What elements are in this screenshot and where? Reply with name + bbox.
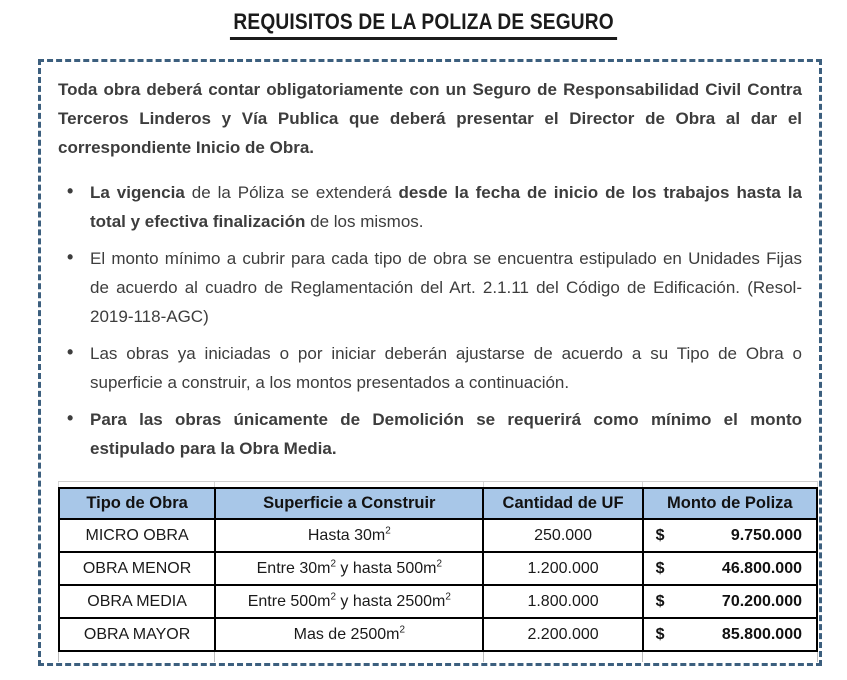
amount-value: 46.800.000 [721,559,802,577]
amount-value: 85.800.000 [721,625,802,643]
amount-value: 9.750.000 [730,526,802,544]
cell-tipo: OBRA MEDIA [59,585,215,618]
currency-symbol: $ [655,625,665,643]
amounts-table-zone [58,481,818,662]
currency-symbol: $ [655,592,665,610]
bullet-text-segment: de los mismos. [305,212,424,231]
amount-value: 70.200.000 [721,592,802,610]
table-header-row [59,488,817,519]
page-title: REQUISITOS DE LA POLIZA DE SEGURO [230,9,617,40]
table-row-obra-mayor [59,618,817,651]
cell-monto [643,585,817,618]
superscript: 2 [436,558,442,570]
intro-paragraph: Toda obra deberá contar obligatoriamente con un Seguro de Responsabilidad Civil Contra Terceros Linderos y Vía Publica que deberá presentar el Director de Obra al dar el correspondiente Inicio de Obra. [58,80,802,157]
bullet-text-segment: desde la fecha de inicio de los trabajos hasta la total y efectiva finalización [90,183,802,231]
cell-tipo: OBRA MENOR [59,552,215,585]
cell-monto [643,552,817,585]
column-header-cantidad-uf: Cantidad de UF [483,488,642,519]
bullet-item-demolicion: • Para las obras únicamente de Demolición se requerirá como mínimo el monto estipulado para la Obra Media. [58,405,802,463]
cell-tipo: OBRA MAYOR [59,618,215,651]
page-header [0,0,847,40]
superscript: 2 [330,558,336,570]
cell-superficie: Entre $500m^2$ y hasta $2500m^2$ [215,585,483,618]
insurance-amounts-table [58,487,818,652]
cell-cantidad-uf: 1.800.000 [483,585,642,618]
superscript: 2 [330,591,336,603]
table-row-obra-media [59,585,817,618]
cell-monto [643,618,817,651]
table-row-micro-obra [59,519,817,552]
clipped-row-below [58,652,818,662]
cell-superficie: Entre $30m^2$ y hasta $500m^2$ [215,552,483,585]
bullet-item-obras-iniciadas: • Las obras ya iniciadas o por iniciar deberán ajustarse de acuerdo a su Tipo de Obra o superficie a construir, a los montos presentados a continuación. [58,339,802,397]
requirements-box [38,59,822,666]
cell-monto [643,519,817,552]
cell-superficie: Mas de $2500m^2$ [215,618,483,651]
cell-superficie: Hasta $30m^2$ [215,519,483,552]
column-header-tipo-de-obra: Tipo de Obra [59,488,215,519]
table-row-obra-menor [59,552,817,585]
column-header-superficie: Superficie a Construir [215,488,483,519]
superscript: 2 [399,624,405,636]
superscript: 2 [385,525,391,537]
bullet-text-segment: de la Póliza se extenderá [184,183,399,202]
cell-cantidad-uf: 2.200.000 [483,618,642,651]
cell-tipo: MICRO OBRA [59,519,215,552]
column-header-monto-poliza: Monto de Poliza [643,488,817,519]
superscript: 2 [445,591,451,603]
bullet-text-segment: La vigencia [90,183,185,202]
bullet-list [58,178,802,471]
currency-symbol: $ [655,526,665,544]
bullet-item-monto-minimo: • El monto mínimo a cubrir para cada tipo de obra se encuentra estipulado en Unidades Fijas de acuerdo al cuadro de Reglamentación del Art. 2.1.11 del Código de Edificación. (Resol-2019-118-AGC) [58,244,802,331]
currency-symbol: $ [655,559,665,577]
clipped-row-above [58,481,818,487]
cell-cantidad-uf: 1.200.000 [483,552,642,585]
bullet-item-vigencia [58,178,802,236]
cell-cantidad-uf: 250.000 [483,519,642,552]
